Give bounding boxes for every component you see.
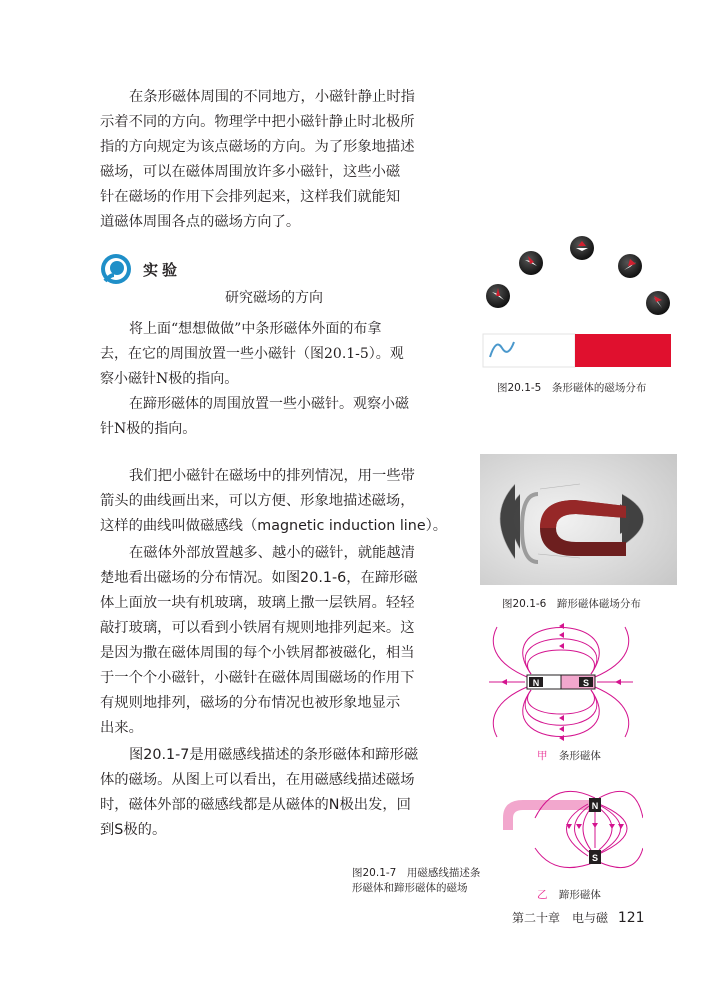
text-line: 磁场，可以在磁体周围放许多小磁针，这些小磁 xyxy=(100,164,401,180)
text-line: 体上面放一块有机玻璃，玻璃上撒一层铁屑。轻轻 xyxy=(100,595,415,611)
fig7-caption-line: 形磁体和蹄形磁体的磁场 xyxy=(352,882,468,894)
horseshoe-iron-filings-photo xyxy=(480,454,677,585)
text-line: 出来。 xyxy=(100,720,143,736)
text-line: 体的磁场。从图上可以看出，在用磁感线描述磁场 xyxy=(100,772,415,788)
fig6-caption: 图20.1-6 蹄形磁体磁场分布 xyxy=(502,598,641,610)
experiment-paragraph xyxy=(100,317,465,442)
experiment-subtitle: 研究磁场的方向 xyxy=(225,290,323,306)
compass-icon xyxy=(486,284,510,308)
conclusion-paragraph xyxy=(100,743,465,843)
fig7-caption xyxy=(352,866,480,896)
text-line: 是因为撒在磁体周围的每个小铁屑都被磁化，相当 xyxy=(100,645,415,661)
text-line: 这样的曲线叫做磁感线（magnetic induction line）。 xyxy=(100,518,448,534)
experiment-icon xyxy=(100,253,132,285)
fig7b-label: 乙 xyxy=(537,889,548,901)
text-line: 针N极的指向。 xyxy=(100,421,197,437)
text-line: 在蹄形磁体的周围放置一些小磁针。观察小磁 xyxy=(129,396,409,412)
fig7a-label: 甲 xyxy=(537,750,548,762)
compass-icon xyxy=(570,236,594,260)
text-line: 指的方向规定为该点磁场的方向。为了形象地描述 xyxy=(100,139,415,155)
north-pole-label: N xyxy=(591,801,599,811)
fig7b-text: 蹄形磁体 xyxy=(558,889,601,901)
south-pole-label: S xyxy=(591,853,599,863)
text-line: 图20.1-7是用磁感线描述的条形磁体和蹄形磁 xyxy=(129,747,419,763)
north-pole-label: N xyxy=(532,678,540,688)
fig5-caption: 图20.1-5 条形磁体的磁场分布 xyxy=(497,382,647,394)
text-line: 去，在它的周围放置一些小磁针（图20.1-5）。观 xyxy=(100,346,404,362)
bar-magnet-field-lines-diagram xyxy=(487,622,635,742)
compass-icon xyxy=(618,254,642,278)
fig7a-caption xyxy=(537,748,601,763)
text-line: 在磁体外部放置越多、越小的磁针，就能越清 xyxy=(129,545,415,561)
text-line: 到S极的。 xyxy=(100,822,167,838)
compass-icon xyxy=(646,291,670,315)
horseshoe-field-lines-diagram xyxy=(495,778,643,878)
chapter-title: 第二十章 电与磁 xyxy=(512,911,609,925)
text-line: 在条形磁体周围的不同地方，小磁针静止时指 xyxy=(129,89,415,105)
text-line: 有规则地排列，磁场的分布情况也被形象地显示 xyxy=(100,695,401,711)
text-line: 箭头的曲线画出来，可以方便、形象地描述磁场， xyxy=(100,493,415,509)
page-number: 121 xyxy=(617,910,645,926)
experiment-title: 实验 xyxy=(143,261,182,279)
page-footer xyxy=(512,909,645,926)
text-line: 示着不同的方向。物理学中把小磁针静止时北极所 xyxy=(100,114,415,130)
text-line: 道磁体周围各点的磁场方向了。 xyxy=(100,214,301,230)
text-line: 敲打玻璃，可以看到小铁屑有规则地排列起来。这 xyxy=(100,620,415,636)
fig7b-caption xyxy=(537,887,601,902)
text-line: 察小磁针N极的指向。 xyxy=(100,371,239,387)
fig7-caption-line: 图20.1-7 用磁感线描述条 xyxy=(352,867,481,879)
bar-magnet-compass-photo xyxy=(478,230,678,375)
south-pole-label: S xyxy=(582,678,590,688)
intro-paragraph xyxy=(100,85,465,235)
text-line: 针在磁场的作用下会排列起来，这样我们就能知 xyxy=(100,189,401,205)
text-line: 将上面“想想做做”中条形磁体外面的布拿 xyxy=(129,321,382,337)
text-line: 我们把小磁针在磁场中的排列情况，用一些带 xyxy=(129,468,415,484)
fig7a-text: 条形磁体 xyxy=(558,750,601,762)
text-line: 时，磁体外部的磁感线都是从磁体的N极出发，回 xyxy=(100,797,411,813)
compass-icon xyxy=(519,251,543,275)
iron-filings-paragraph xyxy=(100,541,465,741)
field-line-paragraph xyxy=(100,464,465,539)
text-line: 楚地看出磁场的分布情况。如图20.1-6，在蹄形磁 xyxy=(100,570,418,586)
text-line: 于一个个小磁针，小磁针在磁体周围磁场的作用下 xyxy=(100,670,415,686)
